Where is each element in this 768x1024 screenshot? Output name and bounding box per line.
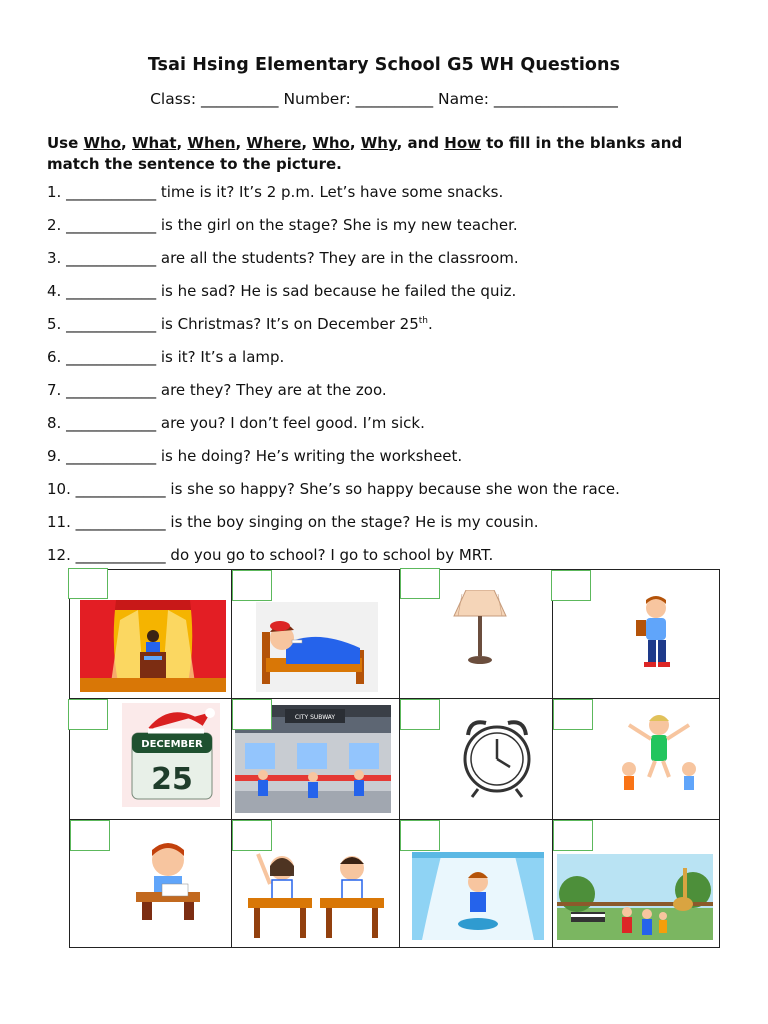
question-6 (47, 348, 284, 366)
wh-word: Where (246, 134, 302, 152)
calendar-day: 25 (151, 762, 193, 797)
answer-blank[interactable]: ____________ (66, 249, 157, 267)
question-text: are they? They are at the zoo. (160, 381, 387, 399)
sad-boy-picture (628, 596, 678, 672)
wh-word: Who (312, 134, 350, 152)
comma: , (176, 134, 188, 152)
ordinal-suffix: th (418, 316, 428, 326)
worksheet-title: Tsai Hsing Elementary School G5 WH Questions (147, 55, 621, 75)
students-in-classroom-picture (240, 844, 392, 944)
answer-box[interactable] (553, 820, 593, 851)
question-number: 5. (47, 315, 62, 333)
question-9 (47, 447, 462, 465)
subway-sign: CITY SUBWAY (294, 714, 336, 721)
student-info-line: Class: __________ Number: __________ Name: ________________ (150, 90, 618, 108)
question-number: 4. (47, 282, 62, 300)
answer-box[interactable] (400, 699, 440, 730)
december-calendar-picture (122, 703, 220, 807)
wh-word: How (444, 134, 482, 152)
comma: , (301, 134, 313, 152)
alarm-clock-picture (454, 713, 540, 799)
answer-box[interactable] (68, 699, 108, 730)
comma: , (349, 134, 361, 152)
wh-word: Who (83, 134, 122, 152)
question-number: 12. (47, 546, 71, 564)
answer-box[interactable] (400, 568, 440, 599)
comma: , (235, 134, 247, 152)
question-11 (47, 513, 539, 531)
race-winner-picture (615, 711, 703, 801)
answer-blank[interactable]: ____________ (66, 381, 157, 399)
picture-grid (69, 569, 720, 948)
answer-blank[interactable]: ____________ (66, 348, 157, 366)
question-number: 11. (47, 513, 71, 531)
calendar-month: DECEMBER (141, 739, 203, 750)
question-number: 6. (47, 348, 62, 366)
question-text: is the girl on the stage? She is my new teacher. (160, 216, 518, 234)
question-3 (47, 249, 519, 267)
answer-blank[interactable]: ____________ (66, 315, 157, 333)
answer-box[interactable] (232, 570, 272, 601)
wh-word: Why (360, 134, 397, 152)
question-5 (47, 315, 433, 333)
answer-box[interactable] (400, 820, 440, 851)
question-text: is she so happy? She’s so happy because she won the race. (170, 480, 620, 498)
question-text: is the boy singing on the stage? He is my cousin. (170, 513, 539, 531)
question-text: time is it? It’s 2 p.m. Let’s have some snacks. (160, 183, 504, 201)
answer-blank[interactable]: ____________ (75, 546, 166, 564)
question-text: is he sad? He is sad because he failed the quiz. (160, 282, 517, 300)
answer-blank[interactable]: ____________ (75, 480, 166, 498)
question-12 (47, 546, 493, 564)
lamp-picture (452, 590, 508, 666)
and-text: , and (396, 134, 445, 152)
question-text: are all the students? They are in the classroom. (160, 249, 519, 267)
question-4 (47, 282, 516, 300)
answer-blank[interactable]: ____________ (66, 447, 157, 465)
wh-word: When (187, 134, 236, 152)
instructions-prefix: Use (47, 134, 84, 152)
sick-boy-in-bed-picture (256, 602, 378, 692)
answer-box[interactable] (553, 699, 593, 730)
answer-box[interactable] (70, 820, 110, 851)
question-number: 10. (47, 480, 71, 498)
answer-blank[interactable]: ____________ (66, 216, 157, 234)
question-8 (47, 414, 425, 432)
answer-box[interactable] (68, 568, 108, 599)
question-number: 7. (47, 381, 62, 399)
question-number: 3. (47, 249, 62, 267)
question-text: do you go to school? I go to school by MRT. (170, 546, 494, 564)
stage-teacher-picture (80, 600, 226, 692)
question-7 (47, 381, 387, 399)
question-number: 9. (47, 447, 62, 465)
answer-blank[interactable]: ____________ (66, 183, 157, 201)
answer-box[interactable] (232, 820, 272, 851)
answer-blank[interactable]: ____________ (66, 282, 157, 300)
question-number: 8. (47, 414, 62, 432)
question-text: is Christmas? It’s on December 25 (160, 315, 419, 333)
instructions-suffix: to fill in the blanks and match the sentence to the picture. (47, 134, 683, 173)
question-text: is it? It’s a lamp. (160, 348, 285, 366)
answer-blank[interactable]: ____________ (66, 414, 157, 432)
answer-blank[interactable]: ____________ (75, 513, 166, 531)
question-number: 1. (47, 183, 62, 201)
boy-singing-on-stage-picture (412, 852, 544, 940)
wh-word: What (131, 134, 177, 152)
question-1 (47, 183, 503, 201)
question-text: is he doing? He’s writing the worksheet. (160, 447, 463, 465)
question-2 (47, 216, 518, 234)
answer-box[interactable] (551, 570, 591, 601)
answer-box[interactable] (232, 699, 272, 730)
question-tail: . (427, 315, 433, 333)
question-text: are you? I don’t feel good. I’m sick. (160, 414, 425, 432)
question-number: 2. (47, 216, 62, 234)
comma: , (121, 134, 132, 152)
instructions (47, 133, 737, 175)
question-10 (47, 480, 620, 498)
zoo-picture (557, 854, 713, 940)
boy-writing-worksheet-picture (132, 840, 204, 920)
